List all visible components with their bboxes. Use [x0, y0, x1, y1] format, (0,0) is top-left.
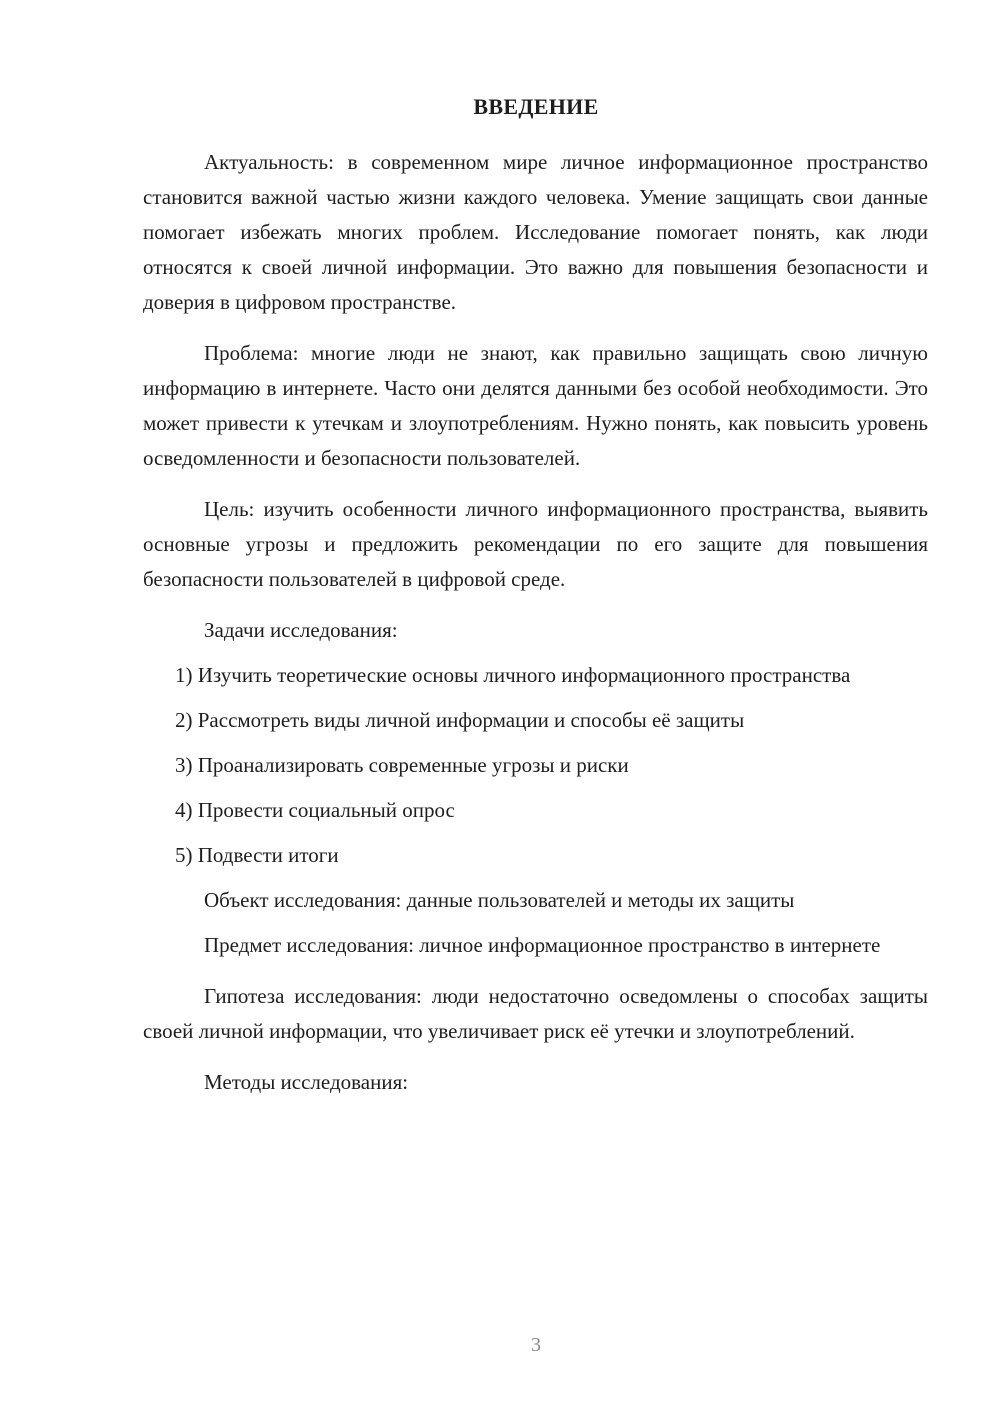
problem-paragraph: Проблема: многие люди не знают, как правильно защищать свою личную информацию в интернете. Часто они делятся данными без особой необходимости. Это может привести к утечкам и злоупотреблениям. Нужно понять, как повысить уровень осведомленности и безопасности пользователей. — [143, 341, 928, 470]
document-body — [143, 145, 928, 1110]
task-item-5: 5) Подвести итоги — [175, 843, 339, 867]
tasks-heading: Задачи исследования: — [204, 618, 398, 642]
page-number: 3 — [531, 1334, 541, 1356]
subject-paragraph: Предмет исследования: личное информационное пространство в интернете — [204, 933, 881, 957]
goal-paragraph: Цель: изучить особенности личного информационного пространства, выявить основные угрозы и предложить рекомендации по его защите для повышения безопасности пользователей в цифровой среде. — [143, 497, 928, 591]
object-paragraph: Объект исследования: данные пользователей и методы их защиты — [204, 888, 795, 912]
task-item-3: 3) Проанализировать современные угрозы и риски — [175, 753, 629, 777]
methods-heading: Методы исследования: — [204, 1070, 409, 1094]
hypothesis-paragraph: Гипотеза исследования: люди недостаточно осведомлены о способах защиты своей личной информации, что увеличивает риск её утечки и злоупотреблений. — [143, 984, 928, 1043]
relevance-paragraph: Актуальность: в современном мире личное информационное пространство становится важной частью жизни каждого человека. Умение защищать свои данные помогает избежать многих проблем. Исследование помогает понять, как люди относятся к своей личной информации. Это важно для повышения безопасности и доверия в цифровом пространстве. — [143, 150, 928, 314]
task-item-1: 1) Изучить теоретические основы личного информационного пространства — [175, 663, 851, 687]
task-item-2: 2) Рассмотреть виды личной информации и способы её защиты — [175, 708, 745, 732]
task-item-4: 4) Провести социальный опрос — [175, 798, 455, 822]
section-title: ВВЕДЕНИЕ — [473, 94, 599, 119]
